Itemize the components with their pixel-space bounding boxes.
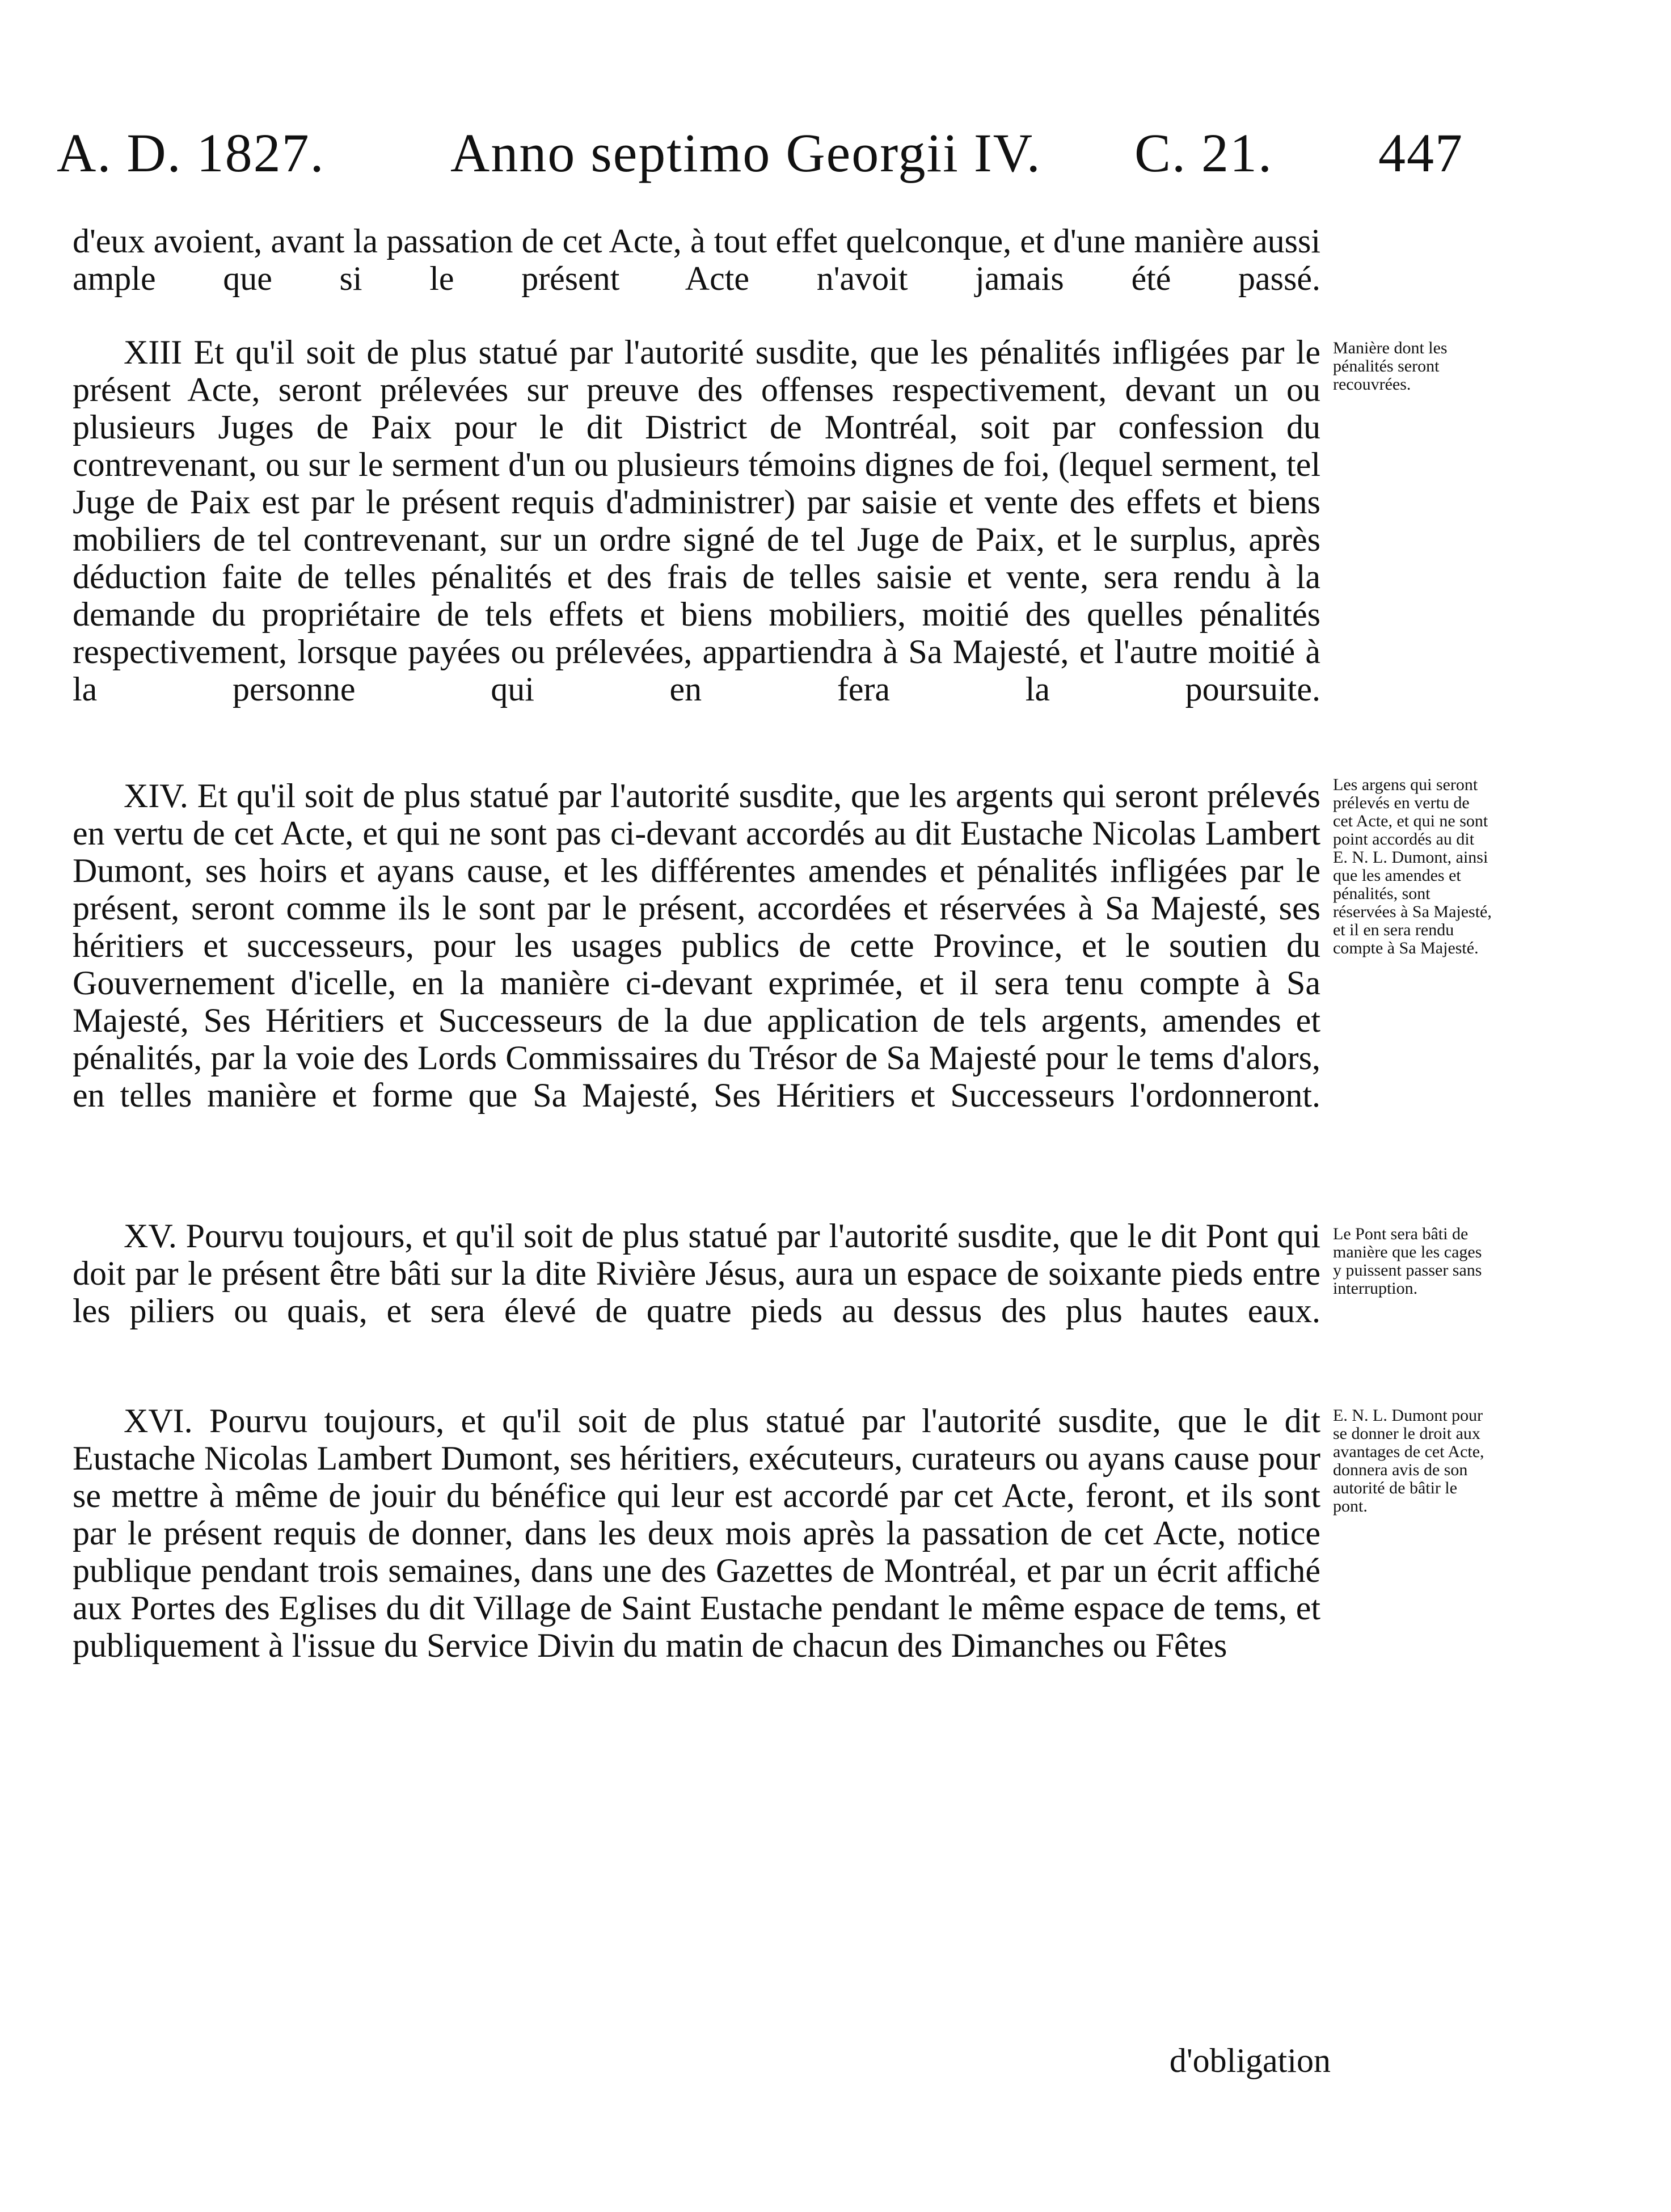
header-page-number: 447 <box>1378 123 1463 183</box>
section-body: Pourvu toujours, et qu'il soit de plus statué par l'autorité susdite, que le dit Eustache Nicolas Lambert Dumont, ses héritiers, exécuteurs, curateurs ou ayans cause pour se mettre à même de jouir du bénéfice qui leur est accordé par cet Acte, feront, et ils sont par le présent requis de donner, dans les deux mois après la passation de cet Acte, notice publique pendant trois semaines, dans une des Gazettes de Montréal, et par un écrit affiché aux Portes des Eglises du dit Village de Saint Eustache pendant le même espace de tems, et publiquement à l'issue du Service Divin du matin de chacun des Dimanches ou Fêtes <box>73 1402 1321 1664</box>
section-text <box>73 1217 1320 1329</box>
catchword: d'obligation <box>1169 2042 1331 2079</box>
section-number: XIV. <box>124 777 188 814</box>
running-header <box>57 111 1463 196</box>
margin-note-xiii: Manière dont les pénalités seront recouvrées. <box>1333 339 1448 394</box>
margin-note-xvi: E. N. L. Dumont pour se donner le droit aux avantages de cet Acte, donnera avis de son autorité de bâtir le pont. <box>1333 1406 1484 1516</box>
section-xiv <box>73 777 1320 1114</box>
continuation-paragraph <box>73 222 1320 297</box>
header-year: A. D. 1827. <box>57 123 325 183</box>
section-body: Et qu'il soit de plus statué par l'autorité susdite, que les argents qui seront prélevés en vertu de cet Acte, et qui ne sont pas ci-devant accordés au dit Eustache Nicolas Lambert Dumont, ses hoirs et ayans cause, et les différentes amendes et pénalités infligées par le présent, seront comme ils le sont par le présent, accordées et réservées à Sa Majesté, ses héritiers et successeurs, pour les usages publics de cette Province, et le soutien du Gouvernement d'icelle, en la manière ci-devant exprimée, et il sera tenu compte à Sa Majesté, Ses Héritiers et Successeurs de la due application de tels argents, amendes et pénalités, par la voie des Lords Commissaires du Trésor de Sa Majesté pour le tems d'alors, en telles manière et forme que Sa Majesté, Ses Héritiers et Successeurs l'ordonneront. <box>73 777 1320 1114</box>
section-number: XIII <box>124 334 183 371</box>
header-chapter: C. 21. <box>1134 123 1273 183</box>
section-text <box>73 334 1320 708</box>
section-body: Et qu'il soit de plus statué par l'autorité susdite, que les pénalités infligées par le présent Acte, seront prélevées sur preuve des offenses respectivement, devant un ou plusieurs Juges de Paix pour le dit District de Montréal, soit par confession du contrevenant, ou sur le serment d'un ou plusieurs témoins dignes de foi, (lequel serment, tel Juge de Paix est par le présent requis d'administrer) par saisie et vente des effets et biens mobiliers de tel contrevenant, sur un ordre signé de tel Juge de Paix, et le surplus, après déduction faite de telles pénalités et des frais de telles saisie et vente, sera rendu à la demande du propriétaire de tels effets et biens mobiliers, moitié des quelles pénalités respectivement, lorsque payées ou prélevées, appartiendra à Sa Majesté, et l'autre moitié à la personne qui en fera la poursuite. <box>73 334 1321 708</box>
section-xv <box>73 1217 1320 1329</box>
section-number: XV. <box>124 1217 177 1255</box>
section-text <box>73 777 1320 1114</box>
margin-note-xv: Le Pont sera bâti de manière que les cages y puissent passer sans interruption. <box>1333 1225 1482 1298</box>
section-body: Pourvu toujours, et qu'il soit de plus statué par l'autorité susdite, que le dit Pont qui doit par le présent être bâti sur la dite Rivière Jésus, aura un espace de soixante pieds entre les piliers ou quais, et sera élevé de quatre pieds au dessus des plus hautes eaux. <box>73 1217 1321 1329</box>
section-xiii <box>73 334 1320 708</box>
section-number: XVI. <box>124 1402 193 1440</box>
margin-note-xiv: Les argens qui seront prélevés en vertu de cet Acte, et qui ne sont point accordés au dit E. N. L. Dumont, ainsi que les amendes et pénalités, sont réservées à Sa Majesté, et il en sera rendu compte à Sa Majesté. <box>1333 775 1492 957</box>
header-title: Anno septimo Georgii IV. <box>450 123 1041 183</box>
section-text <box>73 1402 1320 1664</box>
section-xvi <box>73 1402 1320 1664</box>
continuation-text: d'eux avoient, avant la passation de cet Acte, à tout effet quelconque, et d'une manière aussi ample que si le présent Acte n'avoit jamais été passé. <box>73 222 1320 297</box>
